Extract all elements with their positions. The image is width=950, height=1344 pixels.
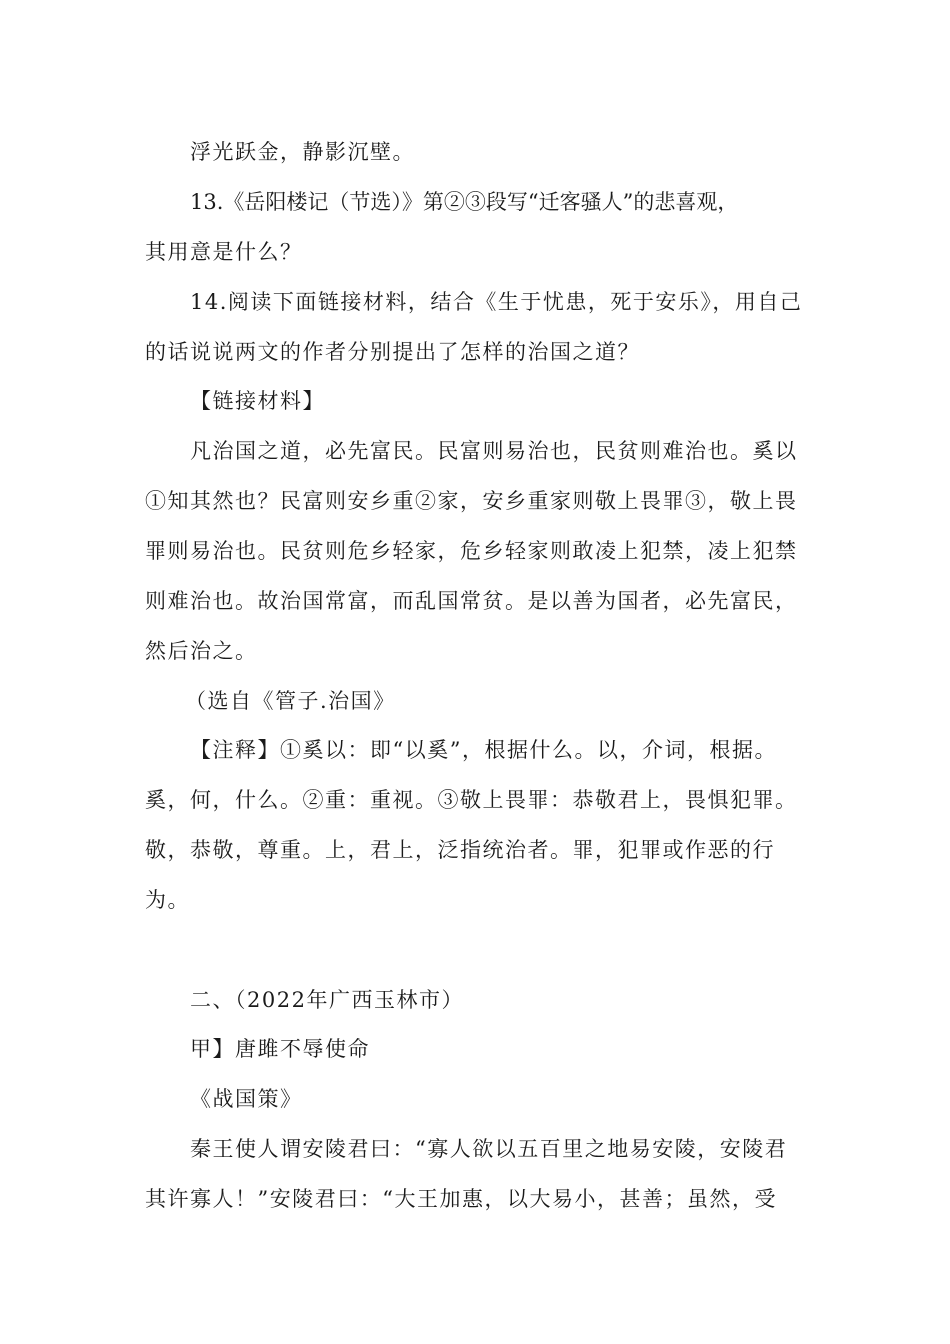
notes-line-3: 敬，恭敬，尊重。上，君上，泛指统治者。罪，犯罪或作恶的行 [145,838,775,862]
notes-line-4: 为。 [145,888,190,912]
passage-title: 甲】唐雎不辱使命 [190,1037,370,1061]
material-line-4: 则难治也。故治国常富，而乱国常贫。是以善为国者，必先富民， [145,589,798,613]
passage-line-1: 秦王使人谓安陵君曰：“寡人欲以五百里之地易安陵，安陵君 [190,1137,788,1161]
question-13-line-1: 13.《岳阳楼记（节选）》第②③段写“迁客骚人”的悲喜观， [190,190,739,214]
poem-line: 浮光跃金，静影沉壁。 [190,140,415,164]
material-line-1: 凡治国之道，必先富民。民富则易治也，民贫则难治也。奚以 [190,439,798,463]
question-13-line-2: 其用意是什么？ [145,240,303,264]
material-line-3: 罪则易治也。民贫则危乡轻家，危乡轻家则敢凌上犯禁，凌上犯禁 [145,539,798,563]
material-line-2: ①知其然也？民富则安乡重②家，安乡重家则敬上畏罪③，敬上畏 [145,489,798,513]
notes-line-1: 【注释】①奚以：即“以奚”，根据什么。以，介词，根据。 [190,738,777,762]
question-14-line-1: 14.阅读下面链接材料，结合《生于忧患，死于安乐》，用自己 [190,290,803,314]
link-material-heading: 【链接材料】 [190,389,325,413]
section-two-heading: 二、（2022年广西玉林市） [190,988,464,1012]
passage-line-2: 其许寡人！”安陵君曰：“大王加惠，以大易小，甚善；虽然，受 [145,1187,777,1211]
notes-line-2: 奚，何，什么。②重：重视。③敬上畏罪：恭敬君上，畏惧犯罪。 [145,788,798,812]
source-citation: （选自《管子.治国》 [185,689,396,713]
material-line-5: 然后治之。 [145,639,258,663]
question-14-line-2: 的话说说两文的作者分别提出了怎样的治国之道？ [145,340,640,364]
passage-source: 《战国策》 [190,1087,303,1111]
